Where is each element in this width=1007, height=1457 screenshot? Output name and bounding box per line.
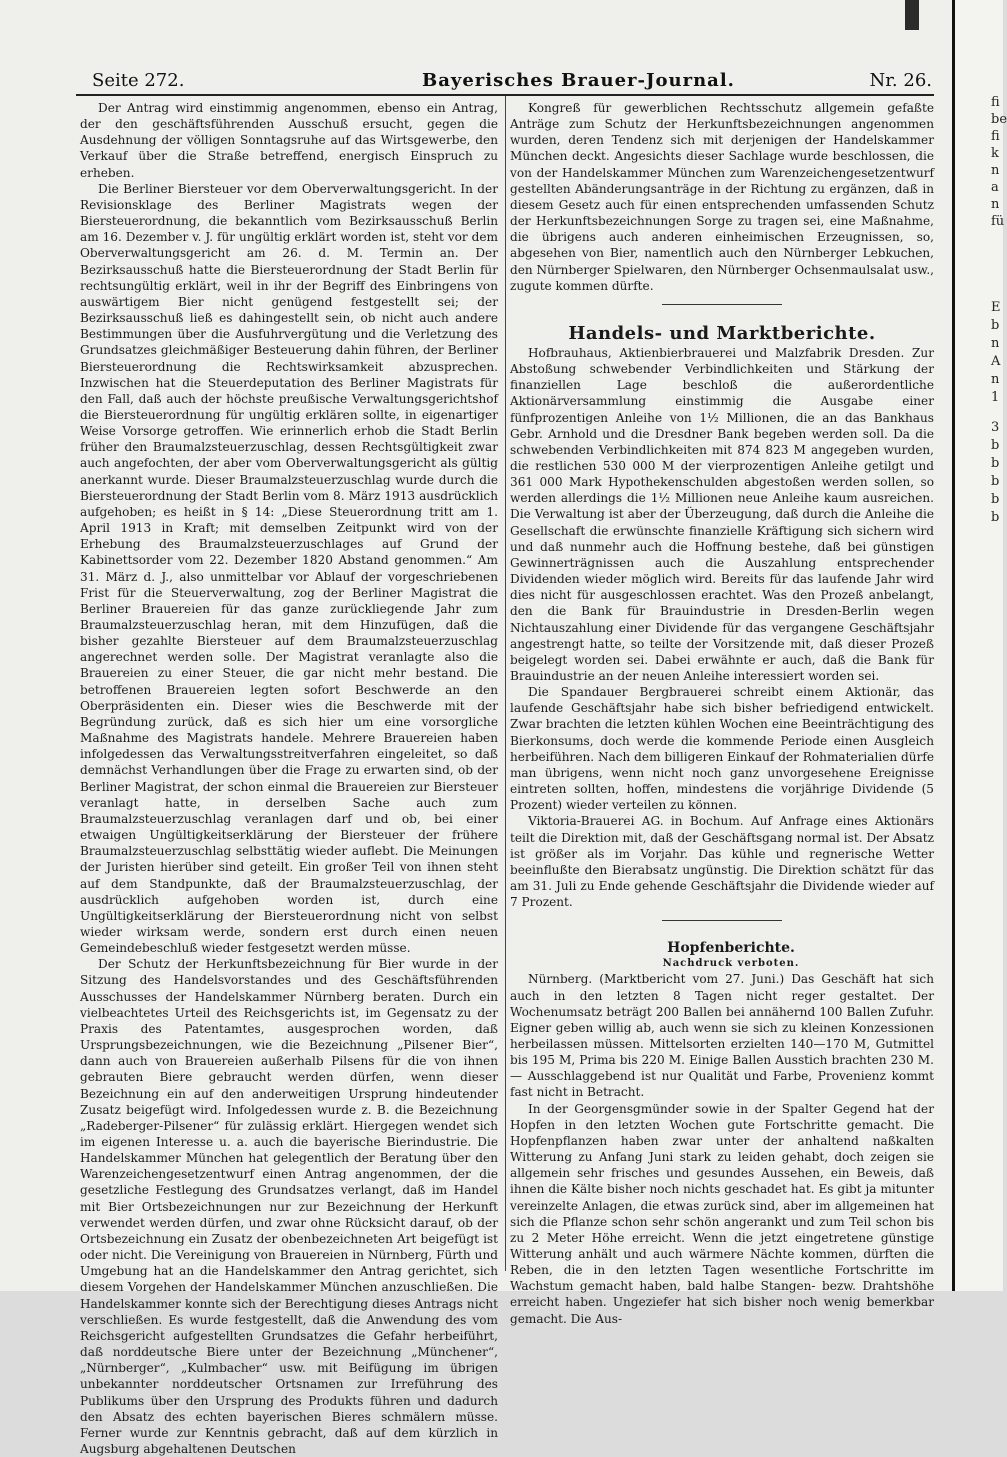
edge-fragment: n bbox=[991, 163, 1000, 178]
edge-fragment: fü bbox=[991, 214, 1005, 229]
edge-fragment: b bbox=[991, 474, 1000, 489]
left-column bbox=[80, 100, 498, 1457]
section-divider bbox=[662, 304, 782, 305]
article-berliner-biersteuer: Die Berliner Biersteuer vor dem Oberverwaltungsgericht. In der Revisionsklage des Berliner Magistrats wegen der Biersteuerordnung, die bekanntlich vom Bezirksausschuß Berlin am 16. Dezember v. J. für ungültig erklärt worden ist, steht vor dem Oberverwaltungsgericht am 26. d. M. Termin an. Der Bezirksausschuß hatte die Biersteuerordnung der Stadt Berlin für rechtsungültig erklärt, weil in ihr der Begriff des Einbringens von auswärtigem Bier nicht genügend festgestellt sei; der Bezirksausschuß ließ es dahingestellt sein, ob nicht auch andere Bestimmungen über die Ausfuhrvergütung und die Verletzung des Grundsatzes gleichmäßiger Besteuerung dahin führen, der Berliner Biersteuerordnung die Rechtswirksamkeit abzusprechen. Inzwischen hat die Steuerdeputation des Berliner Magistrats für den Fall, daß auch der höchste preußische Verwaltungsgerichtshof die Biersteuerordnung für ungültig erklären sollte, in eigenartiger Weise Vorsorge getroffen. Wie erinnerlich erhob die Stadt Berlin früher den Braumalzsteuerzuschlag, dessen Rechtsgültigkeit zwar auch angefochten, der aber vom Oberverwaltungsgericht als gültig anerkannt wurde. Dieser Braumalzsteuerzuschlag wurde durch die Biersteuerordnung der Stadt Berlin vom 8. März 1913 ausdrücklich aufgehoben; es heißt in § 14: „Diese Steuerordnung tritt am 1. April 1913 in Kraft; mit demselben Zeitpunkt wird von der Erhebung des Braumalzsteuerzuschlages auf Grund der Kabinettsorder vom 22. Dezember 1820 Abstand genommen.“ Am 31. März d. J., also unmittelbar vor Ablauf der vorgeschriebenen Frist für die Steuerverwaltung, zog der Berliner Magistrat die Berliner Brauereien für das ganze zurückliegende Jahr zum Braumalzsteuerzuschlag heran, mit dem Hinzufügen, daß die bisher gezahlte Biersteuer auf dem Braumalzsteuerzuschlag angerechnet werden solle. Der Magistrat veranlagte also die Brauereien zu einer Steuer, die gar nicht mehr bestand. Die betroffenen Brauereien legten sofort Beschwerde an den Oberpräsidenten ein. Dieser wies die Beschwerde mit der Begründung zurück, daß es sich hier um eine vorsorgliche Maßnahme des Magistrats handele. Mehrere Brauereien haben infolgedessen das Verwaltungsstreitverfahren eingeleitet, so daß demnächst Verhandlungen über die Frage zu erwarten sind, ob der Berliner Magistrat, der schon einmal die Brauereien zur Biersteuer veranlagt hatte, in derselben Sache auch zum Braumalzsteuerzuschlag veranlagen darf und ob, bei einer etwaigen Ungültigkeitserklärung der Biersteuer der frühere Braumalzsteuerzuschlag selbsttätig wieder auflebt. Die Meinungen der Juristen hierüber sind geteilt. Ein großer Teil von ihnen steht auf dem Standpunkte, daß der Braumalzsteuerzuschlag, der ausdrücklich aufgehoben worden ist, durch eine Ungültigkeitserklärung der Biersteuerordnung nicht von selbst wieder wirksam werde, sondern erst durch einen neuen Gemeindebeschluß wieder festgesetzt werden müsse. bbox=[80, 181, 498, 956]
reprint-notice: Nachdruck verboten. bbox=[662, 958, 800, 970]
edge-fragment: A bbox=[991, 354, 1001, 369]
section-divider-hopfen bbox=[662, 920, 782, 921]
right-column bbox=[510, 100, 934, 1327]
journal-title: Bayerisches Brauer-Journal. bbox=[422, 70, 735, 91]
edge-fragment: fi bbox=[991, 95, 1000, 110]
paragraph-sonntagsruhe: Der Antrag wird einstimmig angenommen, ebenso ein Antrag, der den geschäftsführenden Ausschuß ersucht, gegen die Ausdehnung der völligen Sonntagsruhe auf das Wirtsgewerbe, den Verkauf über die Straße betreffend, energisch Einspruch zu erheben. bbox=[80, 101, 498, 180]
edge-fragment: 3 bbox=[991, 420, 1000, 435]
section-title-handelsberichte: Handels- und Marktberichte. bbox=[568, 322, 876, 344]
page-header bbox=[92, 70, 932, 94]
edge-fragment: n bbox=[991, 336, 1000, 351]
scan-edge-shadow bbox=[905, 0, 919, 30]
edge-fragment: b bbox=[991, 456, 1000, 471]
edge-fragment: k bbox=[991, 146, 999, 161]
edge-fragment: a bbox=[991, 180, 999, 195]
page-number: Seite 272. bbox=[92, 70, 185, 91]
report-spandauer-bergbrauerei: Die Spandauer Bergbrauerei schreibt einem Aktionär, das laufende Geschäftsjahr habe sich bisher befriedigend entwickelt. Zwar brachten die letzten kühlen Wochen eine Beeinträchtigung des Bierkonsums, doch werde die kommende Periode einen Ausgleich herbeiführen. Nach dem billigeren Einkauf der Rohmaterialien dürfe man übrigens, wenn nicht noch ganz unvorgesehene Ereignisse eintreten sollten, hoffen, mindestens die vorjährige Dividende (5 Prozent) wieder verteilen zu können. bbox=[510, 685, 934, 813]
adjacent-page-edge bbox=[952, 0, 1007, 1291]
paragraph-continuation: Kongreß für gewerblichen Rechtsschutz allgemein gefaßte Anträge zum Schutz der Herkunftsbezeichnungen angenommen wurden, deren Tendenz sich mit derjenigen der Handelskammer München deckt. Angesichts dieser Sachlage wurde beschlossen, die von der Handelskammer München zum Warenzeichengesetzentwurf gestellten Abänderungsanträge in der Richtung zu ergänzen, daß in diesem Gesetz auch für einen entsprechenden umfassenden Schutz der Herkunftsbezeichnungen Sorge zu tragen sei, eine Maßnahme, die übrigens auch anderen einheimischen Erzeugnissen, so, abgesehen von Bier, namentlich auch den Nürnberger Lebkuchen, den Nürnberger Spielwaren, den Nürnberger Ochsenmaulsalat usw., zugute kommen dürfte. bbox=[510, 101, 935, 293]
issue-number: Nr. 26. bbox=[869, 70, 932, 91]
column-separator bbox=[505, 96, 506, 1271]
edge-fragment: n bbox=[991, 197, 1000, 212]
edge-fragment: fi bbox=[991, 129, 1000, 144]
edge-fragment: b bbox=[991, 438, 1000, 453]
edge-fragment: b bbox=[991, 510, 1000, 525]
edge-fragment: be bbox=[991, 112, 1007, 127]
report-viktoria-brauerei: Viktoria-Brauerei AG. in Bochum. Auf Anfrage eines Aktionärs teilt die Direktion mit, daß der Geschäftsgang normal ist. Der Absatz ist größer als im Vorjahr. Das kühle und regnerische Wetter beeinflußte den Bierabsatz ungünstig. Die Direktion schätzt für das am 31. Juli zu Ende gehende Geschäftsjahr die Dividende wieder auf 7 Prozent. bbox=[510, 814, 934, 910]
section-title-hopfenberichte: Hopfenberichte. bbox=[667, 940, 795, 957]
edge-fragment: n bbox=[991, 372, 1000, 387]
article-herkunftsbezeichnung: Der Schutz der Herkunftsbezeichnung für Bier wurde in der Sitzung des Handelsvorstandes und des Geschäftsführenden Ausschusses der Handelskammer Nürnberg beraten. Durch ein vielbeachtetes Urteil des Reichsgerichts ist, im Gegensatz zu der Praxis des Patentamtes, ausgesprochen worden, daß Ursprungsbezeichnungen, wie die Bezeichnung „Pilsener Bier“, dann auch von Brauereien außerhalb Pilsens für die von ihnen gebrauten Biere gebraucht werden dürfen, wenn dieser Bezeichnung ein auf den anderweitigen Ursprung hindeutender Zusatz beigefügt wird. Infolgedessen wurde z. B. die Bezeichnung „Radeberger-Pilsener“ für zulässig erklärt. Hiergegen wendet sich im eigenen Interesse u. a. auch die bayerische Bierindustrie. Die Handelskammer München hat gelegentlich der Beratung über den Warenzeichengesetzentwurf einen Antrag angenommen, der die gesetzliche Festlegung des Grundsatzes verlangt, daß im Handel mit Bier Ortsbezeichnungen nur zur Bezeichnung der Herkunft verwendet werden dürfen, und zwar ohne Rücksicht darauf, ob der Ortsbezeichnung ein Zusatz der obenbezeichneten Art beigefügt ist oder nicht. Die Vereinigung von Brauereien in Nürnberg, Fürth und Umgebung hat an die Handelskammer den Antrag gerichtet, sich diesem Vorgehen der Handelskammer München anzuschließen. Die Handelskammer konnte sich der Berechtigung dieses Antrags nicht verschließen. Es wurde festgestellt, daß die Anwendung des vom Reichsgericht aufgestellten Grundsatzes die Gefahr herbeiführt, daß norddeutsche Biere unter der Bezeichnung „Münchener“, „Nürnberger“, „Kulmbacher“ usw. mit Beifügung im übrigen unbekannter norddeutscher Ortsnamen zur Irreführung des Publikums über den Ursprung des Produkts führen und dadurch den Absatz des echten bayerischen Bieres schmälern müsse. Ferner wurde zur Kenntnis gebracht, daß auf dem kürzlich in Augsburg abgehaltenen Deutschen bbox=[80, 957, 498, 1456]
report-hofbrauhaus-dresden: Hofbrauhaus, Aktienbierbrauerei und Malzfabrik Dresden. Zur Abstoßung schwebender Verbindlichkeiten und Stärkung der finanziellen Lage beschloß die außerordentliche Aktionärversammlung einstimmig die Ausgabe einer fünfprozentigen Anleihe von 1½ Millionen, die an das Bankhaus Gebr. Arnhold und die Dresdner Bank begeben werden soll. Da die schwebenden Verbindlichkeiten mit 874 823 M angegeben wurden, die restlichen 530 000 M der vierprozentigen Anleihe getilgt und 361 000 Mark Hypothekenschulden abgestoßen werden sollen, so werden allerdings die 1½ Millionen neue Anleihe kaum ausreichen. Die Verwaltung ist aber der Überzeugung, daß durch die Anleihe die Gesellschaft die erwünschte finanzielle Kräftigung sich sichern wird und daß nunmehr auch die Hoffnung bestehe, daß bei günstigen Gewinnerträgnissen auch die Auszahlung entsprechender Dividenden wieder möglich wird. Bereits für das laufende Jahr wird dies nicht für ausgeschlossen erachtet. Was den Prozeß anbelangt, den die Bank für Brauindustrie in Dresden-Berlin wegen Nichtauszahlung einer Dividende für das vergangene Geschäftsjahr angestrengt hatte, so teilte der Vorsitzende mit, daß dieser Prozeß beigelegt worden sei. Dabei erwähnte er auch, daß die Bank für Brauindustrie an der neuen Anleihe interessiert worden sei. bbox=[510, 345, 934, 683]
edge-fragment: 1 bbox=[991, 390, 1000, 405]
hop-report-spalter-gegend: In der Georgensgmünder sowie in der Spalter Gegend hat der Hopfen in den letzten Wochen gute Fortschritte gemacht. Die Hopfenpflanzen haben zwar unter der anhaltend naßkalten Witterung zu Anfang Juni stark zu leiden gehabt, doch zeigen sie allgemein sehr frisches und gesundes Aussehen, ein Beweis, daß ihnen die Kälte bisher noch nichts geschadet hat. Es gibt ja mitunter vereinzelte Anlagen, die etwas zurück sind, aber im allgemeinen hat sich die Pflanze schon sehr schön angerankt und zum Teil schon bis zu 2 Meter Höhe erreicht. Wenn die jetzt eingetretene günstige Witterung anhält und auch wärmere Nächte kommen, dürften die Reben, die in den letzten Tagen wesentliche Fortschritte im Wachstum gemacht haben, bald halbe Stangen- bezw. Drahtshöhe erreicht haben. Ungeziefer hat sich bisher noch wenig bemerkbar gemacht. Die Aus- bbox=[510, 1101, 934, 1326]
edge-fragment: b bbox=[991, 492, 1000, 507]
edge-fragment: E bbox=[991, 300, 1001, 315]
hop-report-nuernberg: Nürnberg. (Marktbericht vom 27. Juni.) Das Geschäft hat sich auch in den letzten 8 Tagen nicht reger gestaltet. Der Wochenumsatz beträgt 200 Ballen bei annähernd 100 Ballen Zufuhr. Eigner geben willig ab, auch wenn sie sich zu kleinen Konzessionen herbeilassen müssen. Mittelsorten erzielten 140—170 M, Gutmittel bis 195 M, Prima bis 220 M. Einige Ballen Ausstich brachten 230 M. — Ausschlaggebend ist nur Qualität und Farbe, Provenienz kommt fast nicht in Betracht. bbox=[510, 972, 934, 1100]
edge-fragment: b bbox=[991, 318, 1000, 333]
